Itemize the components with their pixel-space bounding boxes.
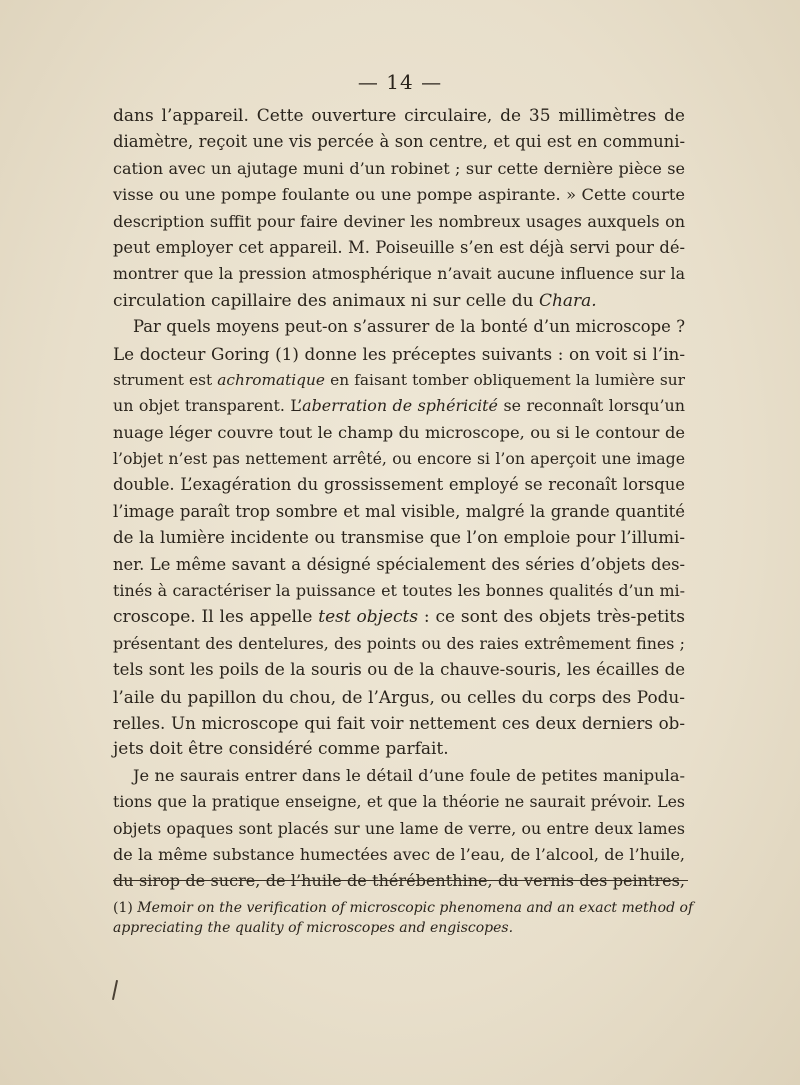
text-line [113,261,685,287]
page-number: — 14 — [357,70,443,94]
body-text [113,103,685,895]
text-segment: dans l’appareil. Cette ouverture circulaire, de 35 millimètres de [113,106,685,126]
text-segment: se reconnaît lorsqu’un [497,396,686,416]
text-segment: croscope. Il les appelle [113,607,319,628]
text-line [113,684,685,710]
text-line [113,446,685,472]
text-segment: circulation capillaire des animaux ni sur celle du [113,290,539,311]
text-line [113,789,685,815]
text-line [113,763,685,789]
text-segment: l’aile du papillon du chou, de l’Argus, ou celles du corps des Podu- [113,686,685,707]
text-line [113,288,685,314]
text-segment: description suffit pour faire deviner les nombreux usages auxquels on [113,211,685,231]
text-segment: présentant des dentelures, des points ou des raies extrêmement fines ; [113,633,685,653]
text-segment: : ce sont des objets très-petits [418,607,685,628]
text-line [113,604,685,630]
footnote-divider [113,880,688,881]
text-line [113,525,685,551]
italic-text: Chara. [538,290,597,311]
text-segment: en faisant tomber obliquement la lumière sur [324,370,685,389]
text-segment: de la même substance humectées avec de l’eau, de l’alcool, de l’huile, [113,844,685,864]
text-line [113,393,685,419]
text-segment: nuage léger couvre tout le champ du microscope, ou si le contour de [113,422,685,442]
text-segment: du sirop de sucre, de l’huile de thérébenthine, du vernis des peintres, [113,871,685,891]
text-line [113,657,685,683]
text-line [113,842,685,868]
footnote-marker: (1) [113,900,133,916]
text-segment: l’image paraît trop sombre et mal visible, malgré la grande quantité [113,501,685,521]
text-line [113,578,685,604]
text-line [113,182,685,208]
footnote-line-1 [113,898,694,918]
text-segment: tinés à caractériser la puissance et toutes les bonnes qualités d’un mi- [113,581,685,601]
text-segment: ner. Le même savant a désigné spécialement des séries d’objets des- [113,554,685,574]
text-line [113,472,685,498]
text-line [113,341,685,367]
text-segment: de la lumière incidente ou transmise que l’on emploie pour l’illumi- [113,528,685,548]
text-segment: montrer que la pression atmosphérique n’avait aucune influence sur la [113,264,685,284]
text-line [113,736,685,762]
footnote-text-1: Memoir on the verification of microscopic phenomena and an exact method of [137,900,694,916]
text-line [113,631,685,657]
text-segment: strument est [113,370,218,389]
text-line [113,367,685,393]
text-segment: jets doit être considéré comme parfait. [113,739,449,760]
text-segment: l’objet n’est pas nettement arrêté, ou encore si l’on aperçoit une image [113,449,685,469]
text-line [113,314,685,340]
text-line [113,420,685,446]
text-segment: Par quels moyens peut-on s’assurer de la bonté d’un microscope ? [133,317,685,337]
text-line [113,710,685,736]
ink-mark [112,980,118,1000]
text-line [113,209,685,235]
text-segment: tels sont les poils de la souris ou de la chauve-souris, les écailles de [113,660,685,680]
text-segment: Le docteur Goring (1) donne les préceptes suivants : on voit si l’in- [113,343,685,364]
text-segment: double. L’exagération du grossissement employé se reconaît lorsque [113,475,685,495]
text-line [113,499,685,525]
footnote [113,898,694,938]
text-line [113,235,685,261]
italic-text: aberration de sphéricité [302,396,498,416]
text-line [113,868,685,894]
text-segment: cation avec un ajutage muni d’un robinet ; sur cette dernière pièce se [113,158,685,178]
text-segment: objets opaques sont placés sur une lame de verre, ou entre deux lames [113,818,685,838]
text-line [113,552,685,578]
italic-text: achromatique [217,370,325,389]
text-segment: Je ne saurais entrer dans le détail d’une foule de petites manipula- [133,765,685,785]
text-line [113,103,685,129]
text-segment: un objet transparent. L’ [113,396,303,416]
italic-text: test objects [318,607,419,628]
text-line [113,129,685,155]
text-segment: visse ou une pompe foulante ou une pompe aspirante. » Cette courte [113,185,685,205]
footnote-line-2: appreciating the quality of microscopes and engiscopes. [113,920,514,936]
text-line [113,156,685,182]
text-line [113,816,685,842]
text-segment: peut employer cet appareil. M. Poiseuille s’en est déjà servi pour dé- [113,237,685,257]
text-segment: relles. Un microscope qui fait voir nettement ces deux derniers ob- [113,712,685,733]
text-segment: diamètre, reçoit une vis percée à son centre, et qui est en communi- [113,132,685,152]
text-segment: tions que la pratique enseigne, et que la théorie ne saurait prévoir. Les [113,792,685,812]
